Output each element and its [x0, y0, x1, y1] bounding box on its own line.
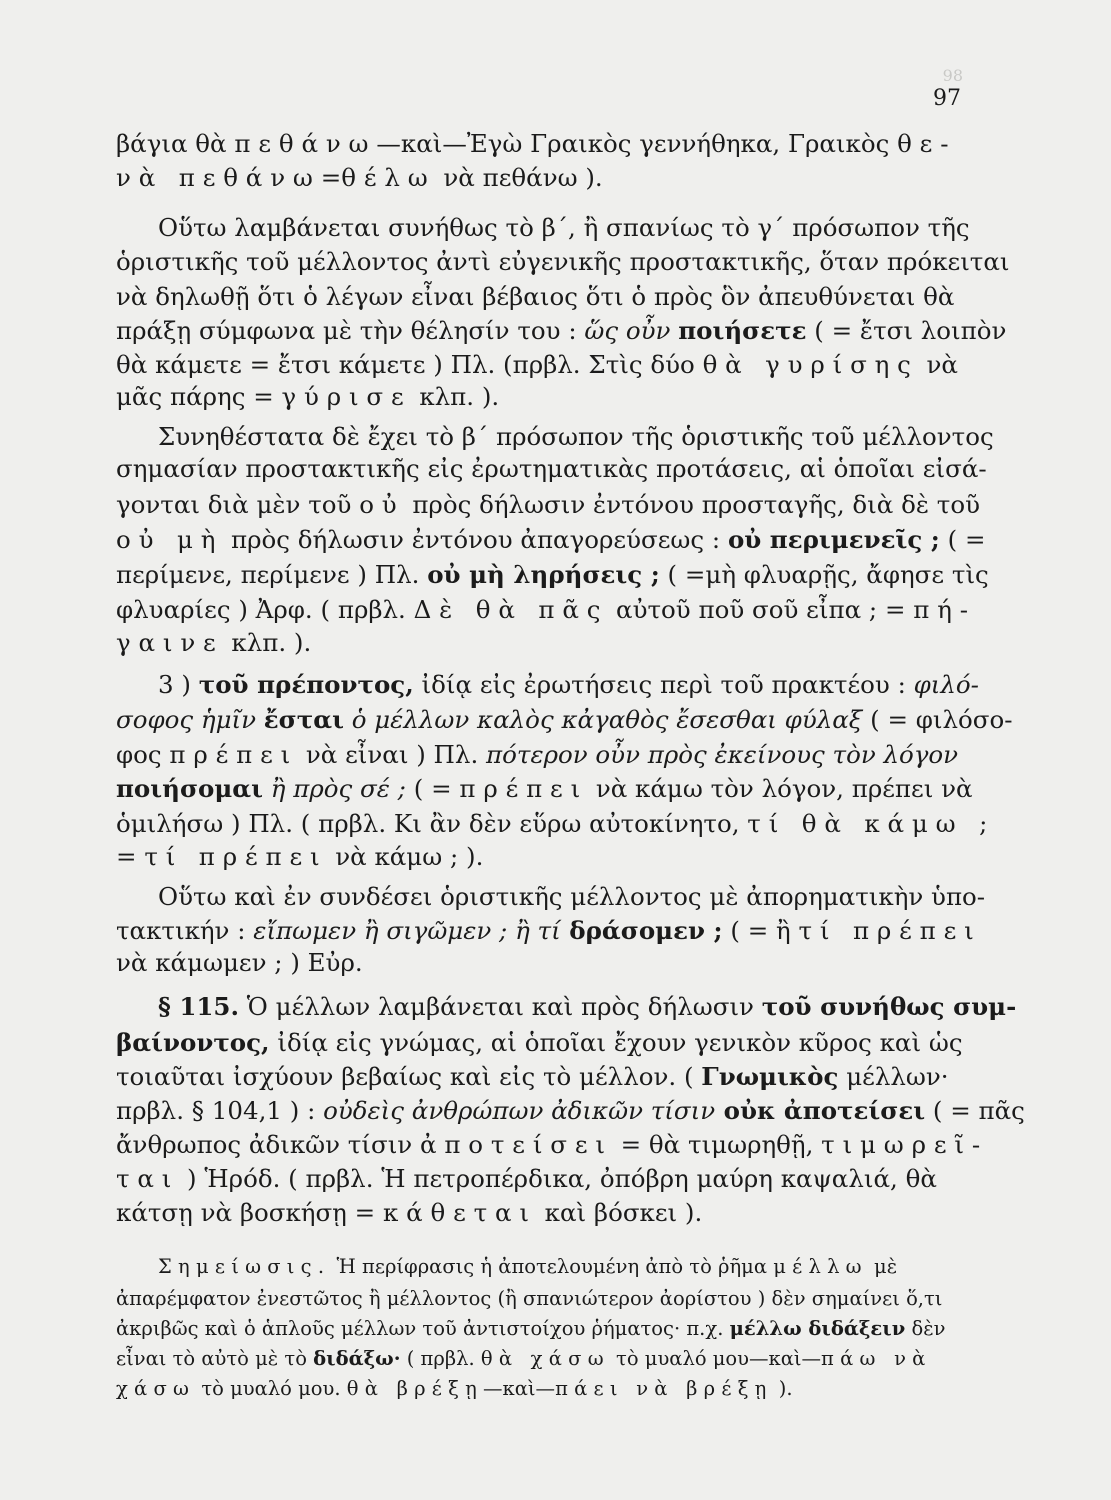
text-run: θὰ κάμετε = ἔτσι κάμετε ) Πλ. (πρβλ. Στὶς δύο [116, 350, 703, 379]
text-run: = θὰ τιμωρηθῇ, [612, 1130, 822, 1159]
text-run: πρὸς δήλωσιν ἐντόνου ἀπαγορεύσεως : [223, 525, 728, 554]
text-run: νὰ εἶναι ) Πλ. [298, 740, 487, 769]
text-run: ( = [405, 774, 460, 803]
text-line [116, 558, 989, 592]
text-line [116, 593, 976, 627]
text-run: = [116, 842, 145, 871]
text-run: τί πρέπει [144, 842, 328, 871]
text-line [116, 1026, 962, 1060]
text-run: Ὁ μέλλων λαμβάνεται καὶ πρὸς δήλωσιν [239, 992, 762, 1021]
text-run: πάω νὰ [821, 1347, 932, 1370]
text-run: φος [116, 740, 170, 769]
text-line [116, 1060, 962, 1094]
text-run: πότερον οὖν πρὸς ἐκείνους τὸν λόγον [486, 740, 959, 769]
text-run: κάθεται [382, 1198, 537, 1227]
text-run: οὐδεὶς ἀνθρώπων ἀδικῶν τίσιν [323, 1096, 716, 1125]
text-line [116, 946, 962, 980]
text-line [116, 1196, 962, 1230]
text-line [116, 772, 973, 806]
text-run: φιλό- [913, 670, 979, 699]
text-run: εἶναι τὸ αὐτὸ μὲ τὸ [116, 1347, 314, 1370]
text-run: νὰ πεθάνω ). [435, 163, 603, 192]
text-run: κλπ. ). [223, 628, 312, 657]
text-run: νὰ δηλωθῇ ὅτι ὁ λέγων εἶναι βέβαιος ὅτι ὁ πρὸς ὃν ἀπευθύνεται θὰ [116, 282, 955, 311]
text-run: ται [116, 1164, 180, 1193]
text-run: οὐ μὴ ληρήσεις ; [427, 560, 660, 589]
text-line [158, 880, 986, 914]
text-run: ἰδίᾳ εἰς γνώμας, αἱ ὁποῖαι ἔχουν γενικὸν κῦρος καὶ ὡς [269, 1028, 963, 1057]
text-line [116, 1162, 962, 1196]
text-run: τὸ μυαλό μου—καὶ— [609, 1347, 822, 1370]
text-run: ἰδίᾳ εἰς ἐρωτήσεις περὶ τοῦ πρακτέου : [413, 670, 914, 699]
text-run: οὐ [359, 490, 405, 519]
text-run: Συνηθέστατα δὲ ἔχει τὸ β΄ πρόσωπον τῆς ὁριστικῆς τοῦ μέλλοντος [158, 422, 994, 451]
text-run: ὁμιλήσω ) Πλ. ( πρβλ. Κι ἂν δὲν εὕρω αὐτοκίνητο, [116, 809, 748, 838]
text-run: πή- [913, 595, 976, 624]
text-run: διδάξω· [313, 1347, 401, 1370]
text-line [116, 703, 1013, 737]
text-run: ὁριστικῆς τοῦ μέλλοντος ἀντὶ εὐγενικῆς προστακτικῆς, ὅταν πρόκειται [116, 247, 1010, 276]
text-line [116, 523, 986, 557]
text-run: οὐκ ἀποτείσει [715, 1096, 926, 1125]
text-run: θὰ γυρίσης [702, 350, 919, 379]
text-run: ἄνθρωπος ἀδικῶν τίσιν [116, 1130, 420, 1159]
text-run: ποιήσετε [678, 316, 807, 345]
text-run: = [320, 163, 342, 192]
text-run: πρβλ. § 104,1 ) : [116, 1096, 324, 1125]
text-run: ( = [939, 525, 986, 554]
text-run: Γνωμικὸς [701, 1062, 839, 1091]
text-run: ). [772, 1377, 793, 1400]
text-run: πρέπει [169, 740, 299, 769]
text-run: βαίνοντος, [116, 1028, 270, 1057]
text-line [158, 420, 994, 454]
text-line [116, 314, 1007, 348]
text-line [116, 488, 980, 522]
text-run: ἢ πρὸς σέ ; [263, 774, 406, 803]
text-run: φλυαρίες ) Ἀρφ. ( πρβλ. [116, 595, 414, 624]
text-run: κλπ. ). [411, 382, 500, 411]
text-run: ἔσται [263, 705, 344, 734]
text-run: Σημείωσις. [158, 1255, 331, 1278]
page-number: 97 [933, 86, 961, 111]
text-run: ἀκριβῶς καὶ ὁ ἁπλοῦς μέλλων τοῦ ἀντιστοίχου ῥήματος· π.χ. [116, 1317, 730, 1340]
text-run: πεθάνω [234, 129, 377, 158]
text-run: πράξῃ σύμφωνα μὲ τὴν θέλησίν του : [116, 316, 585, 345]
text-run: περίμενε, περίμενε ) Πλ. [116, 560, 428, 589]
text-run: νὰ κάμωμεν ; ) Εὐρ. [116, 948, 363, 977]
text-run: τιμωρεῖ- [821, 1130, 988, 1159]
text-run: 3 ) [158, 670, 199, 699]
text-run: Ἡ περίφρασις ἡ ἀποτελουμένη ἀπὸ τὸ ῥῆμα [330, 1255, 774, 1278]
text-run: ( = ἔτσι λοιπὸν [806, 316, 1007, 345]
text-run: ποιήσομαι [116, 774, 263, 803]
text-run: μέλλω διδάξειν [729, 1317, 906, 1340]
text-run: μέλλων· [838, 1062, 949, 1091]
text-line [116, 127, 962, 161]
text-run: Οὕτω καὶ ἐν συνδέσει ὁριστικῆς μέλλοντος μὲ ἀπορηματικὴν ὑπο- [158, 882, 986, 911]
text-line [116, 840, 962, 874]
text-line [158, 990, 1017, 1024]
text-run: νὰ κάμω τὸν λόγον, πρέπει νὰ [588, 774, 973, 803]
text-line [116, 245, 1010, 279]
text-run: αὐτοῦ ποῦ σοῦ εἶπα ; = [608, 595, 914, 624]
text-run: βάγια θὰ [116, 129, 235, 158]
text-run: —καὶ— [483, 1377, 556, 1400]
note-line [116, 1314, 962, 1344]
text-run: θε- [897, 129, 957, 158]
text-run: τί πρέπει [798, 916, 982, 945]
text-run: κάτσῃ νὰ βοσκήσῃ = [116, 1198, 383, 1227]
text-line [116, 1128, 988, 1162]
text-run: Οὕτω λαμβάνεται συνήθως τὸ β΄, ἢ σπανίως τὸ γ΄ πρόσωπον τῆς [158, 213, 970, 242]
text-run: σημασίαν προστακτικῆς εἰς ἐρωτηματικὰς προτάσεις, αἱ ὁποῖαι εἰσά- [116, 454, 987, 483]
bleed-through-page-number: 98 [942, 66, 963, 85]
text-line [116, 1094, 1025, 1128]
text-run: θὰ βρέξῃ [346, 1377, 484, 1400]
text-line [116, 452, 987, 486]
text-run: ἀπαρέμφατον ἐνεστῶτος ἢ μέλλοντος (ἢ σπανιώτερον ἀορίστου ) δὲν σημαίνει ὅ,τι [116, 1287, 943, 1310]
text-run: γύρισε [281, 382, 412, 411]
text-line [116, 914, 982, 948]
text-run: γαινε [116, 628, 224, 657]
text-run: χάσω [116, 1377, 196, 1400]
text-run: —καὶ—Ἐγὼ Γραικὸς γεννήθηκα, Γραικὸς [376, 129, 898, 158]
text-run: θέλω [341, 163, 436, 192]
text-run: πρέπει [459, 774, 589, 803]
text-run: δράσομεν ; [560, 916, 723, 945]
text-run: τακτικήν : [116, 916, 254, 945]
text-line [158, 211, 970, 245]
text-run: ( =μὴ φλυαρῇς, ἄφησε τὶς [659, 560, 989, 589]
text-line [116, 738, 962, 772]
text-run: εἴπωμεν ἢ σιγῶμεν ; ἢ τί [253, 916, 561, 945]
text-line [116, 807, 996, 841]
text-run: ὥς οὖν [584, 316, 679, 345]
text-run: πάει νὰ βρέξῃ [555, 1377, 773, 1400]
text-run: τί θὰ κάμω ; [747, 809, 996, 838]
text-run: τοιαῦται ἰσχύουν βεβαίως καὶ εἰς τὸ μέλλον. ( [116, 1062, 702, 1091]
text-run: ( = πᾶς [925, 1096, 1025, 1125]
text-run: νὰ [918, 350, 958, 379]
note-line [116, 1284, 962, 1314]
text-run: καὶ βόσκει ). [536, 1198, 703, 1227]
text-run: θὰ χάσω [480, 1347, 610, 1370]
text-run: ( = ἢ [722, 916, 799, 945]
text-run: νὰ πεθάνω [116, 163, 321, 192]
text-run: μὲ [867, 1255, 898, 1278]
text-run: τοῦ πρέποντος, [198, 670, 414, 699]
text-run: τοῦ συνήθως συμ- [761, 992, 1017, 1021]
text-line [158, 668, 979, 702]
text-run: ( πρβλ. [400, 1347, 481, 1370]
text-run: πρὸς δήλωσιν ἐντόνου προσταγῆς, διὰ δὲ τοῦ [404, 490, 980, 519]
text-line [116, 280, 962, 314]
text-line [116, 626, 962, 660]
text-run: μᾶς πάρης = [116, 382, 282, 411]
text-run: δὲν [905, 1317, 946, 1340]
text-run: σοφος ἡμῖν [116, 705, 264, 734]
text-run: § 115. [158, 992, 240, 1021]
note-line [116, 1344, 962, 1374]
text-run: ) Ἡρόδ. ( πρβλ. Ἡ πετροπέρδικα, ὀπόβρη μαύρη καψαλιά, θὰ [179, 1164, 937, 1193]
text-run: ἀποτείσει [419, 1130, 613, 1159]
text-run: οὐ περιμενεῖς ; [727, 525, 940, 554]
note-line [116, 1374, 962, 1404]
text-run: τὸ μυαλό μου. [195, 1377, 347, 1400]
text-run: γονται διὰ μὲν τοῦ [116, 490, 360, 519]
text-run: ὁ μέλλων καλὸς κἀγαθὸς ἔσεσθαι φύλαξ [343, 705, 863, 734]
text-run: οὐ μὴ [116, 525, 224, 554]
text-run: Δὲ θὰ πᾶς [413, 595, 609, 624]
text-run: μέλλω [773, 1255, 868, 1278]
text-line [116, 348, 962, 382]
text-run: νὰ κάμω ; ). [327, 842, 484, 871]
text-line [116, 380, 962, 414]
note-line [158, 1252, 962, 1282]
text-run: ( = φιλόσο- [862, 705, 1013, 734]
text-line [116, 161, 962, 195]
